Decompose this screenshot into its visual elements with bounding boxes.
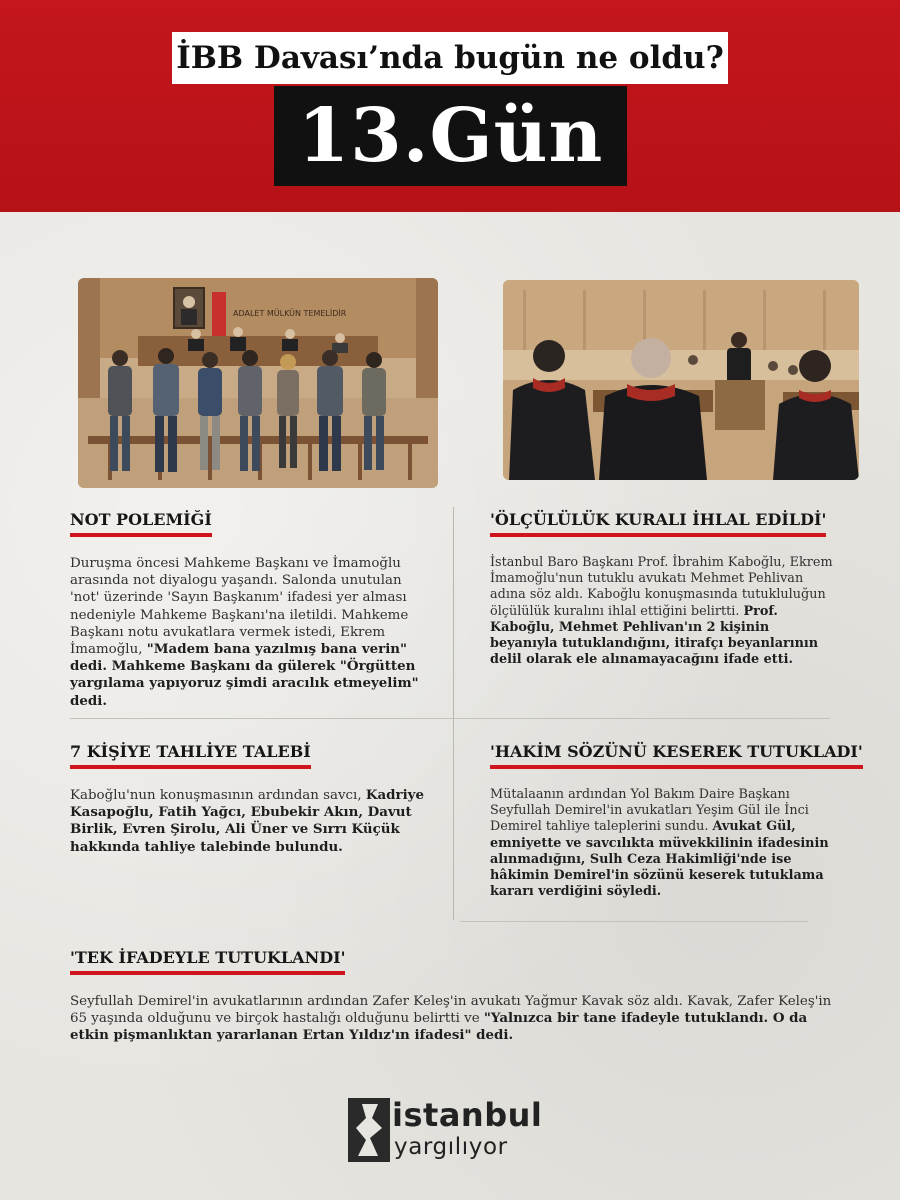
row-divider xyxy=(70,718,830,719)
row-divider-right xyxy=(460,921,808,922)
section-text: İstanbul Baro Başkanı Prof. İbrahim Kaboğlu, Ekrem İmamoğlu'nun tutuklu avukatı Mehmet Pehlivan adına söz aldı. Kaboğlu konuşmasında tutukluluğun ölçülülük kuralını ihlal ettiğini belirtti. xyxy=(490,555,833,619)
section-title: 'ÖLÇÜLÜLÜK KURALI İHLAL EDİLDİ' xyxy=(490,510,826,537)
section-text-bold: "Yalnızca bir tane ifadeyle tutuklandı. O da etkin pişmanlıktan yararlanan Ertan Yıldız'ın ifadesi" dedi. xyxy=(70,1010,808,1044)
section-body xyxy=(70,555,430,710)
headline-text: İBB Davası’nda bugün ne oldu? xyxy=(176,40,724,76)
section-title: 7 KİŞİYE TAHLİYE TALEBİ xyxy=(70,742,311,769)
section-title: 'HAKİM SÖZÜNÜ KESEREK TUTUKLADI' xyxy=(490,742,863,769)
day-text: 13.Gün xyxy=(297,93,604,179)
section-tek-ifade xyxy=(70,948,840,1045)
section-title: NOT POLEMİĞİ xyxy=(70,510,212,537)
banner-text: ADALET MÜLKÜN TEMELİDİR xyxy=(233,309,347,318)
section-olculuk xyxy=(490,510,840,668)
day-box xyxy=(274,86,627,186)
section-text: Kaboğlu'nun konuşmasının ardından savcı, xyxy=(70,788,366,803)
section-body xyxy=(70,993,840,1045)
section-hakim xyxy=(490,742,863,900)
logo-mark-icon xyxy=(348,1098,390,1162)
istanbul-yargiliyor-logo xyxy=(348,1096,558,1168)
section-text-bold: Avukat Gül, emniyette ve savcılıkta müvekkilinin ifadesinin alınmadığını, Sulh Ceza Hakimliği'nde ise hâkimin Demirel'in sözünü keserek tutuklama kararı verdiğini söyledi. xyxy=(490,819,829,900)
courtroom-illustration-left xyxy=(78,278,438,488)
header-banner xyxy=(0,0,900,212)
section-text: Duruşma öncesi Mahkeme Başkanı ve İmamoğlu arasında not diyalogu yaşandı. Salonda unutulan 'not' üzerinde 'Sayın Başkanım' ifadesi yer alması nedeniyle Mahkeme Başkanı'na iletildi. Mahkeme Başkanı notu avukatlara vermek istedi, Ekrem İmamoğlu, xyxy=(70,556,409,658)
logo-text-top: istanbul xyxy=(392,1096,543,1134)
section-not-polemigi xyxy=(70,510,430,710)
section-body xyxy=(490,555,840,668)
headline-box xyxy=(172,32,728,84)
section-tahliye-talebi xyxy=(70,742,430,856)
section-text-bold: Prof. Kaboğlu, Mehmet Pehlivan'ın 2 kişinin beyanıyla tutuklandığını, itirafçı beyanlarının delil olarak ele alınamayacağını ifade etti. xyxy=(490,603,819,668)
section-text: Mütalaanın ardından Yol Bakım Daire Başkanı Seyfullah Demirel'in avukatları Yeşim Gül ile İnci Demirel tahliye taleplerini sundu. xyxy=(490,787,809,835)
section-text-bold: Kadriye Kasapoğlu, Fatih Yağcı, Ebubekir Akın, Davut Birlik, Evren Şirolu, Ali Üner ve Sırrı Küçük hakkında tahliye talebinde bulundu. xyxy=(70,787,424,855)
column-divider xyxy=(453,507,454,920)
section-title: 'TEK İFADEYLE TUTUKLANDI' xyxy=(70,948,345,975)
section-text: Seyfullah Demirel'in avukatlarının ardından Zafer Keleş'in avukatı Yağmur Kavak söz aldı. Kavak, Zafer Keleş'in 65 yaşında olduğunu ve birçok hastalığı olduğunu belirtti ve xyxy=(70,994,832,1027)
courtroom-illustration-right xyxy=(503,280,859,480)
section-body xyxy=(70,787,430,856)
section-text-bold: "Madem bana yazılmış bana verin" dedi. Mahkeme Başkanı da gülerek "Örgütten yargılama yapıyoruz şimdi aracılık etmeyelim" dedi. xyxy=(70,641,419,709)
section-body xyxy=(490,787,835,900)
logo-text-bottom: yargılıyor xyxy=(394,1134,508,1160)
